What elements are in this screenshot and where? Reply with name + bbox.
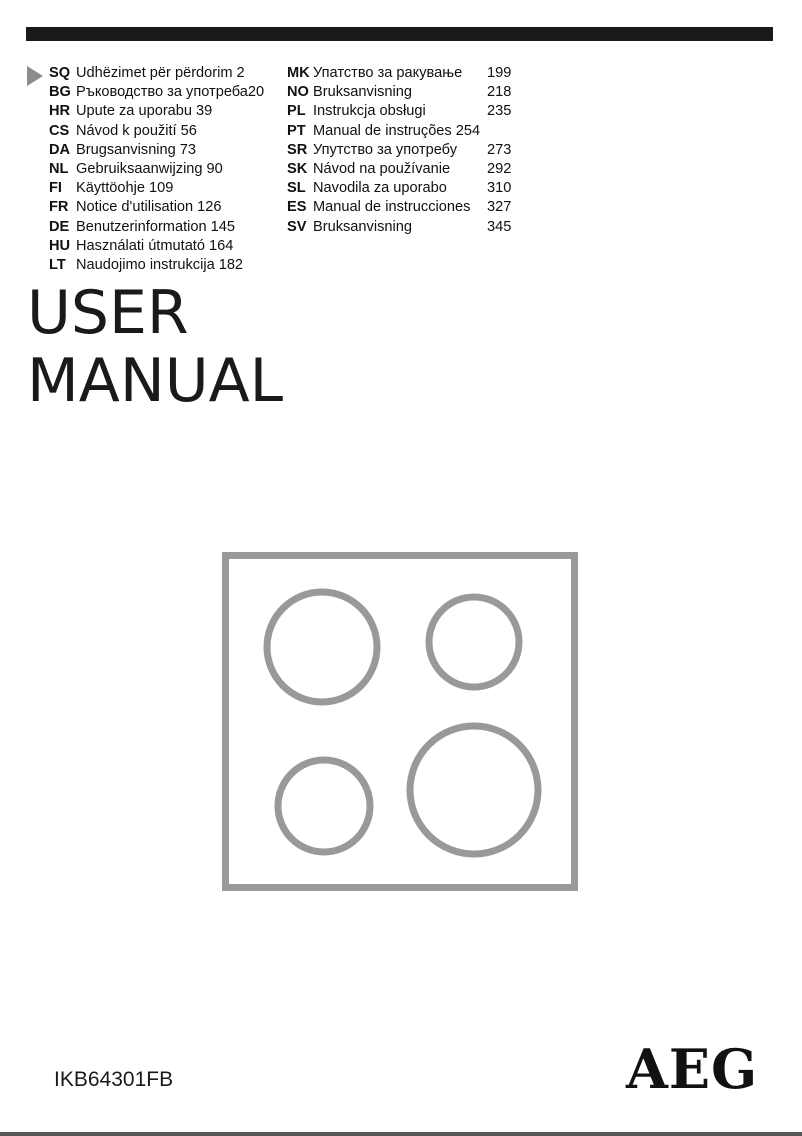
language-page: 254 xyxy=(455,122,481,139)
language-code: NO xyxy=(287,84,309,101)
language-code: BG xyxy=(49,84,71,101)
language-title: Упатство за ракување xyxy=(313,65,463,81)
language-code: PT xyxy=(287,122,306,139)
language-item[interactable] xyxy=(49,237,284,256)
language-title: Navodila za uporabo xyxy=(313,180,447,197)
language-page: 292 xyxy=(487,160,512,177)
language-page: 327 xyxy=(487,199,512,216)
language-page: 235 xyxy=(487,103,512,120)
language-item[interactable] xyxy=(287,160,522,179)
hob-zone-bottom-left xyxy=(278,760,370,852)
language-item[interactable] xyxy=(287,198,522,217)
language-page: 126 xyxy=(197,199,222,216)
language-title: Benutzerinformation xyxy=(76,218,207,235)
language-page: 273 xyxy=(487,141,512,158)
language-code: DA xyxy=(49,141,71,158)
language-title: Naudojimo instrukcija xyxy=(76,256,215,273)
language-title: Upute za uporabu xyxy=(76,103,193,120)
language-item[interactable] xyxy=(49,256,284,275)
language-title: Упутство за употребу xyxy=(313,141,458,158)
hob-zone-top-right xyxy=(429,597,519,687)
language-code: SQ xyxy=(49,65,71,81)
language-page: 218 xyxy=(487,84,512,101)
language-page: 164 xyxy=(208,237,234,254)
language-code: DE xyxy=(49,218,70,235)
language-title: Návod na používanie xyxy=(313,160,451,177)
language-title: Bruksanvisning xyxy=(313,218,412,235)
language-title: Udhëzimet për përdorim xyxy=(76,65,233,81)
hob-zone-top-left xyxy=(267,592,377,702)
language-title: Käyttöohje xyxy=(76,180,145,197)
language-code: NL xyxy=(49,160,69,177)
language-code: SL xyxy=(287,180,306,197)
language-page: 199 xyxy=(487,65,512,81)
language-page: 109 xyxy=(148,180,174,197)
language-item[interactable] xyxy=(49,141,284,160)
brand-logo: AEG xyxy=(626,1037,759,1101)
language-code: HR xyxy=(49,103,71,120)
language-title: Manual de instrucciones xyxy=(313,199,471,216)
language-list-right xyxy=(287,64,522,237)
language-title: Gebruiksaanwijzing xyxy=(76,160,203,177)
language-item[interactable] xyxy=(49,64,284,83)
language-item[interactable] xyxy=(49,198,284,217)
language-item[interactable] xyxy=(49,102,284,121)
language-page: 56 xyxy=(180,122,197,139)
language-code: PL xyxy=(287,103,306,120)
language-title: Notice d'utilisation xyxy=(76,199,194,216)
triangle-pointer-icon xyxy=(27,66,43,86)
title-line-2: MANUAL xyxy=(27,346,284,416)
cooktop-hob-icon xyxy=(222,552,578,891)
language-page: 20 xyxy=(247,84,265,101)
language-code: SK xyxy=(287,160,308,177)
hob-zone-bottom-right xyxy=(410,726,538,854)
language-code: LT xyxy=(49,256,66,273)
language-title: Bruksanvisning xyxy=(313,84,412,101)
language-page: 73 xyxy=(179,141,197,158)
language-code: ES xyxy=(287,199,307,216)
language-page: 182 xyxy=(218,256,244,273)
language-item[interactable] xyxy=(287,218,522,237)
hob-outline xyxy=(226,556,575,888)
language-title: Brugsanvisning xyxy=(76,141,176,158)
language-title: Návod k použití xyxy=(76,122,177,139)
language-item[interactable] xyxy=(287,83,522,102)
model-number: IKB64301FB xyxy=(54,1068,174,1091)
language-title: Ръководство за употреба xyxy=(76,84,248,101)
language-page: 145 xyxy=(210,218,235,235)
language-code: FR xyxy=(49,199,69,216)
language-code: MK xyxy=(287,65,310,81)
language-item[interactable] xyxy=(287,64,522,83)
language-item[interactable] xyxy=(49,179,284,198)
language-item[interactable] xyxy=(49,218,284,237)
language-code: SV xyxy=(287,218,307,235)
language-code: HU xyxy=(49,237,71,254)
language-title: Instrukcja obsługi xyxy=(313,103,426,120)
language-list-left xyxy=(49,64,284,275)
language-code: FI xyxy=(49,180,62,197)
language-code: CS xyxy=(49,122,70,139)
language-title: Manual de instruções xyxy=(313,122,452,139)
language-page: 2 xyxy=(236,65,245,81)
language-item[interactable] xyxy=(49,122,284,141)
language-item[interactable] xyxy=(49,160,284,179)
language-page: 90 xyxy=(206,160,223,177)
language-item[interactable] xyxy=(287,102,522,121)
language-item[interactable] xyxy=(287,141,522,160)
language-item[interactable] xyxy=(287,122,522,141)
top-bar xyxy=(26,27,773,41)
language-page: 310 xyxy=(487,180,512,197)
title-line-1: USER xyxy=(27,278,189,348)
language-page: 39 xyxy=(196,103,213,120)
language-item[interactable] xyxy=(49,83,284,102)
document-title xyxy=(27,280,283,414)
language-item[interactable] xyxy=(287,179,522,198)
bottom-rule xyxy=(0,1132,802,1136)
language-code: SR xyxy=(287,141,308,158)
language-page: 345 xyxy=(487,218,512,235)
language-title: Használati útmutató xyxy=(76,237,205,254)
